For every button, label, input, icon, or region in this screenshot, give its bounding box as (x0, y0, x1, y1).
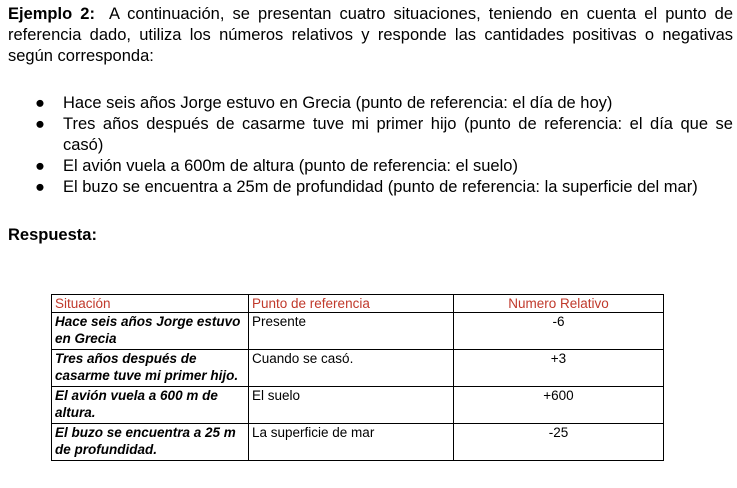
list-item-text: El avión vuela a 600m de altura (punto de referencia: el suelo) (63, 157, 518, 175)
bullet-icon: ● (35, 157, 45, 175)
table-row (52, 424, 664, 461)
column-header-referencia: Punto de referencia (249, 295, 454, 313)
cell-situacion: El avión vuela a 600 m de altura. (52, 387, 249, 424)
cell-numero: -6 (454, 313, 664, 350)
document-page (8, 4, 733, 246)
list-item-text: El buzo se encuentra a 25m de profundidad (punto de referencia: la superficie del mar) (63, 178, 698, 196)
intro-paragraph (8, 4, 733, 67)
cell-situacion: Hace seis años Jorge estuvo en Grecia (52, 313, 249, 350)
table-row (52, 387, 664, 424)
table-header-row (52, 295, 664, 313)
answer-title: Respuesta: (8, 226, 97, 244)
cell-referencia: Presente (249, 313, 454, 350)
column-header-numero: Numero Relativo (454, 295, 664, 313)
bullet-icon: ● (35, 115, 45, 133)
cell-referencia: La superficie de mar (249, 424, 454, 461)
list-item (8, 156, 733, 177)
cell-referencia: El suelo (249, 387, 454, 424)
bullet-icon: ● (35, 94, 45, 112)
list-item (8, 93, 733, 114)
cell-numero: -25 (454, 424, 664, 461)
column-header-situacion: Situación (52, 295, 249, 313)
list-item (8, 177, 733, 198)
cell-numero: +3 (454, 350, 664, 387)
table-row (52, 350, 664, 387)
table-row (52, 313, 664, 350)
example-label: Ejemplo 2: (8, 5, 95, 23)
intro-text: A continuación, se presentan cuatro situaciones, teniendo en cuenta el punto de referencia dado, utiliza los números relativos y responde las cantidades positivas o negativas según corresponda: (8, 5, 733, 65)
situations-list (8, 93, 733, 198)
cell-situacion: El buzo se encuentra a 25 m de profundidad. (52, 424, 249, 461)
list-item-text: Tres años después de casarme tuve mi primer hijo (punto de referencia: el día que se casó) (63, 115, 733, 154)
cell-numero: +600 (454, 387, 664, 424)
list-item (8, 114, 733, 156)
bullet-icon: ● (35, 178, 45, 196)
cell-situacion: Tres años después de casarme tuve mi primer hijo. (52, 350, 249, 387)
cell-referencia: Cuando se casó. (249, 350, 454, 387)
list-item-text: Hace seis años Jorge estuvo en Grecia (punto de referencia: el día de hoy) (63, 94, 613, 112)
answer-table (51, 294, 664, 461)
